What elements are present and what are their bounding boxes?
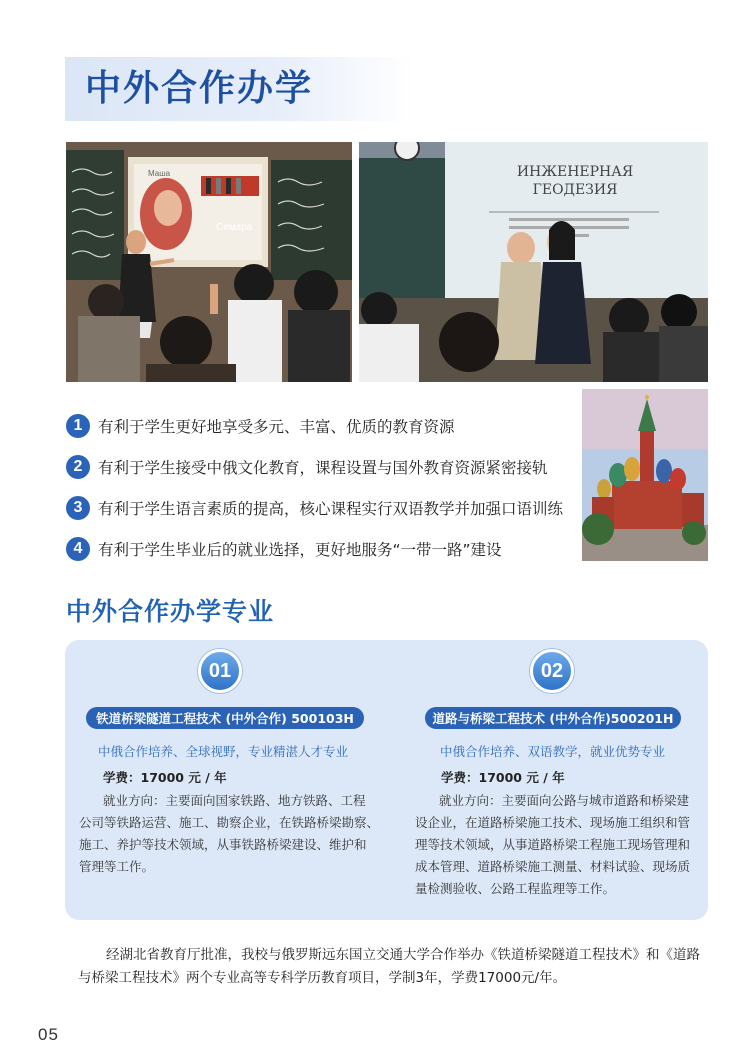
page-title: 中外合作办学 [85, 68, 314, 109]
kremlin-photo [582, 389, 708, 561]
lecture-photo-right-image [359, 142, 708, 382]
slide-title-line1: ИНЖЕНЕРНАЯ [516, 164, 634, 180]
benefits-list [66, 405, 586, 569]
approval-paragraph: 经湖北省教育厅批准，我校与俄罗斯远东国立交通大学合作举办《铁道桥梁隧道工程技术》和《道路与桥梁工程技术》两个专业高等专科学历教育项目，学制3年，学费17000元/年。 [78, 947, 700, 986]
benefit-item-3 [66, 487, 586, 528]
program-name-pill: 道路与桥梁工程技术 (中外合作)500201H [425, 707, 681, 729]
program-desc-line: 量检测验收、公路工程监理等工作。 [415, 881, 616, 896]
program-number-badge: 02 [530, 649, 574, 693]
section-title: 中外合作办学专业 [66, 597, 275, 626]
programs-panel [65, 640, 708, 920]
program-number-badge: 01 [198, 649, 242, 693]
program-desc-line: 公司等铁路运营、施工、勘察企业，在铁路桥梁勘察、 [79, 815, 380, 830]
classroom-photo-left [66, 142, 352, 382]
title-band [65, 57, 415, 121]
board-caption-text: Маша [148, 169, 171, 178]
program-slogan: 中俄合作培养、双语教学，就业优势专业 [440, 744, 666, 759]
program-desc-line: 就业方向：主要面向国家铁路、地方铁路、工程 [103, 793, 366, 808]
benefit-number-badge: 4 [66, 537, 90, 561]
benefit-text: 有利于学生更好地享受多元、丰富、优质的教育资源 [98, 417, 455, 436]
benefit-text: 有利于学生接受中俄文化教育，课程设置与国外教育资源紧密接轨 [98, 458, 548, 477]
benefit-item-1 [66, 405, 586, 446]
classroom-photo-left-image [66, 142, 352, 382]
page-number: 05 [38, 1025, 59, 1044]
benefit-text: 有利于学生语言素质的提高，核心课程实行双语教学并加强口语训练 [98, 499, 564, 518]
benefit-item-4 [66, 528, 586, 569]
program-description [415, 790, 705, 900]
slide-title-line2: ГЕОДЕЗИЯ [532, 182, 618, 198]
benefit-number-badge: 1 [66, 414, 90, 438]
program-name-pill: 铁道桥梁隧道工程技术 (中外合作) 500103H [86, 707, 364, 729]
program-description [79, 790, 379, 878]
program-slogan: 中俄合作培养、全球视野，专业精湛人才专业 [98, 744, 349, 759]
benefit-number-badge: 2 [66, 455, 90, 479]
board-name-text: Семара [216, 222, 253, 233]
benefit-text: 有利于学生毕业后的就业选择，更好地服务“一带一路”建设 [98, 540, 502, 559]
program-fee: 学费：17000 元 / 年 [103, 770, 227, 785]
program-desc-line: 成本管理、道路桥梁施工测量、材料试验、现场质 [415, 859, 691, 874]
program-fee: 学费：17000 元 / 年 [441, 770, 565, 785]
program-desc-line: 管理等工作。 [79, 859, 155, 874]
benefit-item-2 [66, 446, 586, 487]
kremlin-photo-image [582, 389, 708, 561]
benefit-number-badge: 3 [66, 496, 90, 520]
program-desc-line: 施工、养护等技术领域，从事铁路桥梁建设、维护和 [79, 837, 367, 852]
program-desc-line: 理等技术领域，从事道路桥梁工程施工现场管理和 [415, 837, 691, 852]
lecture-photo-right [359, 142, 708, 382]
program-desc-line: 设企业，在道路桥梁施工技术、现场施工组织和管 [415, 815, 691, 830]
program-desc-line: 就业方向：主要面向公路与城市道路和桥梁建 [439, 793, 690, 808]
